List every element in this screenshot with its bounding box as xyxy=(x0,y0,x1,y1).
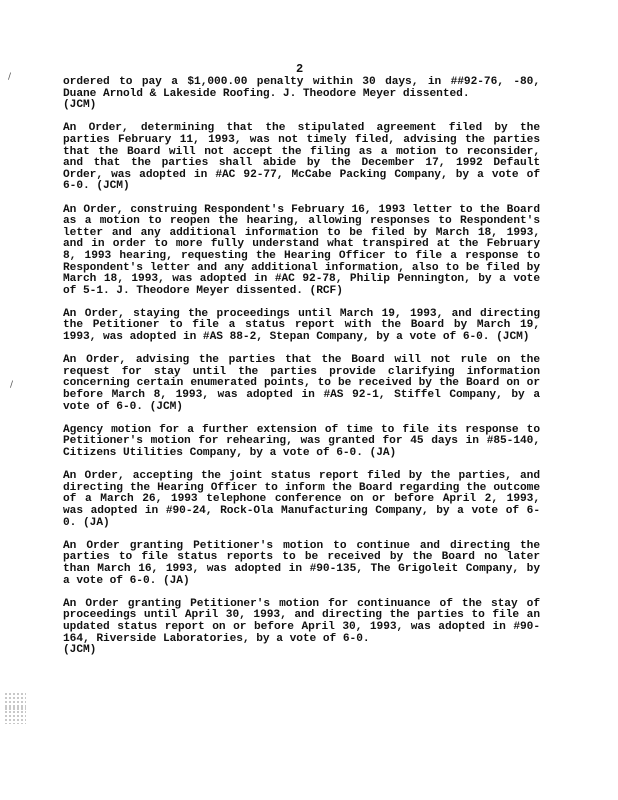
paragraph-penalty-order: ordered to pay a $1,000.00 penalty within 30 days, in ##92-76, -80, Duane Arnold & Lakeside Roofing. J. Theodore Meyer dissented. (JCM) xyxy=(63,76,540,112)
scan-smudge xyxy=(4,706,26,724)
page-number: 2 xyxy=(296,62,304,76)
paragraph-stepan-order: An Order, staying the proceedings until March 19, 1993, and directing the Petitioner to file a status report with the Board by March 19, 1993, was adopted in #AS 88-2, Stepan Company, by a vote of 6-0. (JCM) xyxy=(63,307,540,344)
margin-mark: / xyxy=(8,72,12,82)
paragraph-pennington-order: An Order, construing Respondent's February 16, 1993 letter to the Board as a motion to reopen the hearing, allowing responses to Respondent's letter and any additional information to be filed by March 18, 1993, and in order to more fully understand what transpired at the February 8, 1993 hearing, requesting the Hearing Officer to file a response to Respondent's letter and any additional information, also to be filed by March 18, 1993, was adopted in #AC 92-78, Philip Pennington, by a vote of 5-1. J. Theodore Meyer dissented. (RCF) xyxy=(63,203,540,297)
paragraph-stiffel-order: An Order, advising the parties that the Board will not rule on the request for stay until the parties provide clarifying information concerning certain enumerated points, to be received by the Board on or before March 8, 1993, was adopted in #AS 92-1, Stiffel Company, by a vote of 6-0. (JCM) xyxy=(63,354,540,413)
paragraph-grigoleit-order: An Order granting Petitioner's motion to continue and directing the parties to file status reports to be received by the Board no later than March 16, 1993, was adopted in #90-135, The Grigoleit Company, by a vote of 6-0. (JA) xyxy=(63,539,540,587)
paragraph-citizens-motion: Agency motion for a further extension of time to file its response to Petitioner's motion for rehearing, was granted for 45 days in #85-140, Citizens Utilities Company, by a vote of 6-0. (JA) xyxy=(63,423,540,459)
paragraph-mccabe-order: An Order, determining that the stipulated agreement filed by the parties February 11, 1993, was not timely filed, advising the parties that the Board will not accept the filing as a motion to reconsider, and that the parties shall abide by the December 17, 1992 Default Order, was adopted in #AC 92-77, McCabe Packing Company, by a vote of 6-0. (JCM) xyxy=(63,122,540,193)
paragraph-riverside-order: An Order granting Petitioner's motion for continuance of the stay of proceedings until April 30, 1993, and directing the parties to file an updated status report on or before April 30, 1993, was adopted in #90-164, Riverside Laboratories, by a vote of 6-0. (JCM) xyxy=(63,597,540,657)
margin-mark: / xyxy=(10,380,14,390)
paragraph-rock-ola-order: An Order, accepting the joint status report filed by the parties, and directing the Hearing Officer to inform the Board regarding the outcome of a March 26, 1993 telephone conference on or before April 2, 1993, was adopted in #90-24, Rock-Ola Manufacturing Company, by a vote of 6-0. (JA) xyxy=(63,470,540,529)
document-body xyxy=(63,77,540,668)
